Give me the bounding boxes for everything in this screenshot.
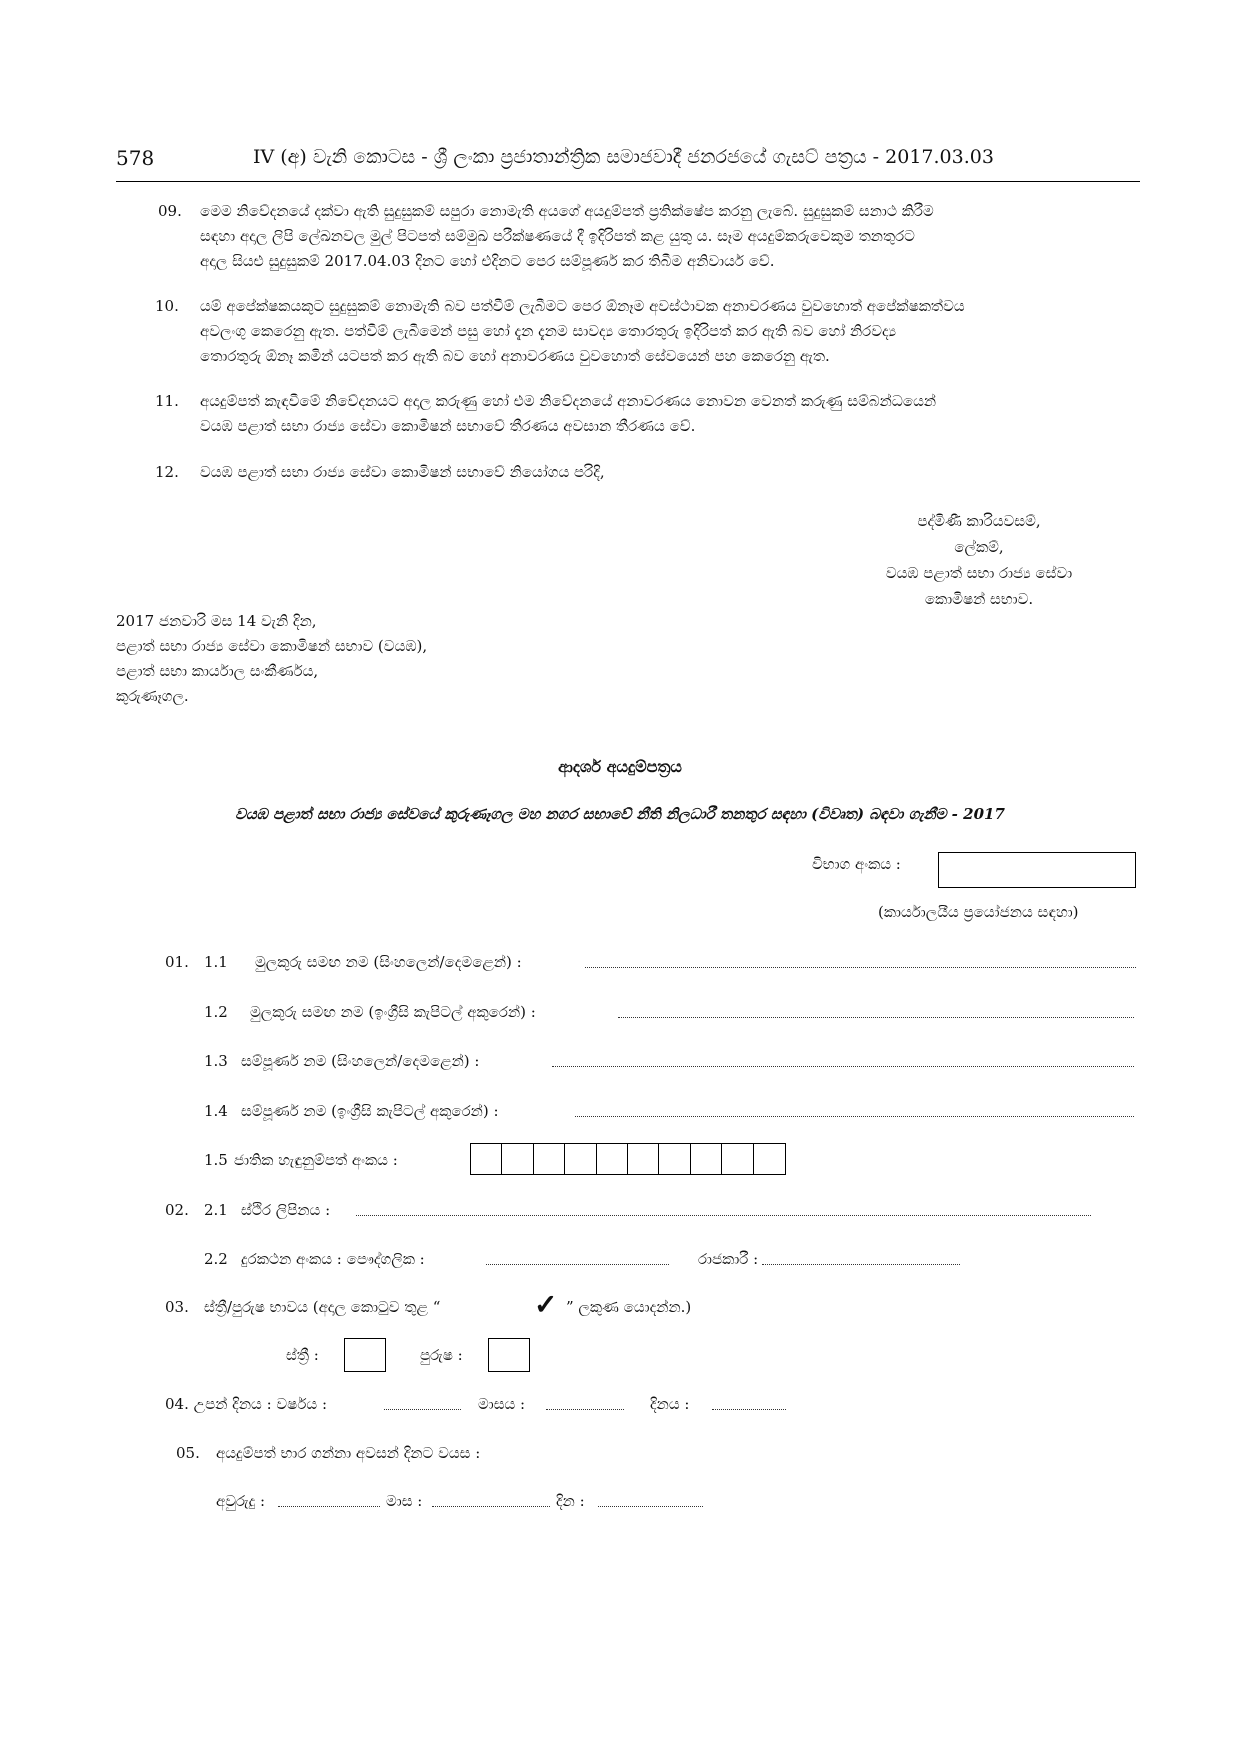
age-months-field[interactable] [432,1506,550,1507]
nic-digit-box[interactable] [471,1144,502,1174]
paragraph-10-line: අවලංගු කෙරෙනු ඇත. පත්වීම් ලැබීමෙන් පසු හෝ දැන දැනම සාවද්‍ය තොරතුරු ඉදිරිපත් කර ඇති බව හෝ නිරවද්‍ය [200,322,897,340]
paragraph-10-line: යම් අපේක්ෂකයකුට සුදුසුකම් නොමැති බව පත්වීම් ලැබීමට පෙර ඕනෑම අවස්ථාවක අනාවරණය වුවහොත් අපේක්ෂකත්වය [200,297,965,315]
paragraph-11-number: 11. [155,392,179,410]
office-use-note: (කාර්යාලයීය ප්‍රයෝජනය සඳහා) [878,903,1079,921]
birth-year-field[interactable] [384,1409,461,1410]
paragraph-11-line: අයදුම්පත් කැඳවීමේ නිවේදනයට අදාල කරුණු හෝ එම නිවේදනයේ අනාවරණය නොවන වෙනත් කරුණු සම්බන්ධයෙන් [200,392,937,410]
address-line: පළාත් සභා කාර්යාල සංකීර්ණය, [116,662,319,680]
female-label: ස්ත්‍රී : [286,1346,319,1364]
nic-digit-box[interactable] [659,1144,690,1174]
exam-number-box[interactable] [938,852,1136,888]
check-mark-icon: ✓ [534,1288,558,1321]
question-03-number: 03. [165,1298,189,1316]
paragraph-09-number: 09. [158,202,182,220]
office-phone-field[interactable] [762,1264,960,1265]
nic-digit-box[interactable] [754,1144,785,1174]
paragraph-09-line: සඳහා අදාල ලිපි ලේඛනවල මුල් පිටපත් සම්මුඛ පරීක්ෂණයේ දී ඉදිරිපත් කළ යුතු ය. සෑම අයදුම්කරුවෙකුම තනතුරට [200,227,915,245]
question-1-2-label: මුලකුරු සමඟ නම (ඉංග්‍රීසි කැපිටල් අකුරෙන්) : [250,1003,536,1021]
male-checkbox[interactable] [488,1338,530,1372]
question-03-label: ස්ත්‍රී/පුරුෂ භාවය (අදාල කොටුව තුළ “ [204,1298,441,1316]
gazette-header-title: IV (අ) වැනි කොටස - ශ්‍රී ලංකා ප්‍රජාතාන්ත්‍රික සමාජවාදී ජනරජයේ ගැසට් පත්‍රය - 2017.03.03 [253,146,994,168]
birth-day-label: දිනය : [650,1395,690,1413]
birth-day-field[interactable] [712,1409,786,1410]
nic-digit-box[interactable] [691,1144,722,1174]
question-04-label: 04. උපන් දිනය : වර්ෂය : [165,1395,327,1413]
paragraph-10-number: 10. [155,297,179,315]
page-number: 578 [116,146,155,170]
paragraph-09-line: මෙම නිවේදනයේ දක්වා ඇති සුදුසුකම් සපුරා නොමැති අයගේ අයදුම්පත් ප්‍රතික්ෂේප කරනු ලැබේ. සුදුසුකම් සනාථ කිරීම [200,202,934,220]
paragraph-10-line: තොරතුරු ඕනෑ කමින් යටපත් කර ඇති බව හෝ අනාවරණය වුවහොත් සේවයෙන් පහ කෙරෙනු ඇත. [200,347,830,365]
nic-digit-box[interactable] [534,1144,565,1174]
age-years-field[interactable] [278,1506,380,1507]
age-days-label: දින : [556,1492,585,1510]
paragraph-12-line: වයඹ පළාත් සභා රාජ්‍ය සේවා කොමිෂන් සභාවේ නියෝගය පරිදි, [200,463,605,481]
form-subtitle: වයඹ පළාත් සභා රාජ්‍ය සේවයේ කුරුණෑගල මහ නගර සභාවේ නීති නිලධාරී තනතුර සඳහා (විවෘත) බඳවා ගැනීම - 2017 [235,805,1005,823]
question-2-2-label: දුරකථන අංකය : පෞද්ගලික : [241,1250,425,1268]
question-2-1-number: 2.1 [204,1201,228,1219]
paragraph-11-line: වයඹ පළාත් සභා රාජ්‍ය සේවා කොමිෂන් සභාවේ තීරණය අවසාන තීරණය වේ. [200,417,696,435]
question-01-number: 01. [165,953,189,971]
male-label: පුරුෂ : [420,1346,463,1364]
question-2-2-number: 2.2 [204,1250,228,1268]
signature-line: පද්මිණී කාරියවසම්, [917,512,1041,530]
question-1-5-label: ජාතික හැඳුනුම්පත් අංකය : [234,1151,398,1169]
question-1-2-number: 1.2 [204,1003,228,1021]
nic-digit-box[interactable] [502,1144,533,1174]
signature-line: ලේකම්, [954,538,1004,556]
signature-line: වයඹ පළාත් සභා රාජ්‍ය සේවා [885,564,1073,582]
office-phone-label: රාජකාරී : [698,1250,759,1268]
question-1-3-label: සම්පූර්ණ නම (සිංහලෙන්/දෙමළෙන්) : [241,1052,480,1070]
question-03-label-end: ” ලකුණ යොදන්න.) [566,1298,692,1316]
form-title: ආදර්ශ අයදුම්පත්‍රය [558,757,682,776]
nic-digit-box[interactable] [597,1144,628,1174]
question-1-3-number: 1.3 [204,1052,228,1070]
question-1-5-number: 1.5 [204,1151,228,1169]
nic-digit-box[interactable] [565,1144,596,1174]
question-1-4-label: සම්පූර්ණ නම (ඉංග්‍රීසි කැපිටල් අකුරෙන්) : [241,1102,499,1120]
header-rule [116,181,1140,182]
full-name-english-field[interactable] [575,1116,1134,1117]
nic-digit-box[interactable] [628,1144,659,1174]
question-02-number: 02. [165,1201,189,1219]
permanent-address-field[interactable] [356,1215,1091,1216]
name-initials-english-field[interactable] [618,1017,1134,1018]
personal-phone-field[interactable] [486,1264,669,1265]
signature-line: කොමිෂන් සභාව. [924,590,1034,608]
question-05-number: 05. [176,1444,200,1462]
nic-number-boxes[interactable] [470,1143,786,1175]
age-years-label: අවුරුදු : [216,1492,266,1510]
name-initials-sinhala-field[interactable] [585,967,1136,968]
question-1-1-label: මුලකුරු සමඟ නම (සිංහලෙන්/දෙමළෙන්) : [255,953,522,971]
question-05-label: අයදුම්පත් භාර ගන්නා අවසන් දිනට වයස : [216,1444,481,1462]
birth-month-field[interactable] [546,1409,624,1410]
question-2-1-label: ස්ථිර ලිපිනය : [241,1201,331,1219]
female-checkbox[interactable] [344,1338,386,1372]
paragraph-12-number: 12. [155,463,179,481]
question-1-4-number: 1.4 [204,1102,228,1120]
age-months-label: මාස : [386,1492,423,1510]
address-line: කුරුණෑගල. [116,687,189,705]
age-days-field[interactable] [598,1506,703,1507]
address-line: 2017 ජනවාරි මස 14 වැනි දින, [116,612,317,630]
exam-number-label: විභාග අංකය : [812,855,901,873]
question-1-1-number: 1.1 [204,953,228,971]
paragraph-09-line: අදාල සියළු සුදුසුකම් 2017.04.03 දිනට හෝ එදිනට පෙර සම්පූර්ණ කර තිබීම අනිවාර්ය වේ. [200,252,775,270]
address-line: පළාත් සභා රාජ්‍ය සේවා කොමිෂන් සභාව (වයඹ), [116,637,428,655]
nic-digit-box[interactable] [722,1144,753,1174]
birth-month-label: මාසය : [478,1395,526,1413]
full-name-sinhala-field[interactable] [552,1066,1134,1067]
